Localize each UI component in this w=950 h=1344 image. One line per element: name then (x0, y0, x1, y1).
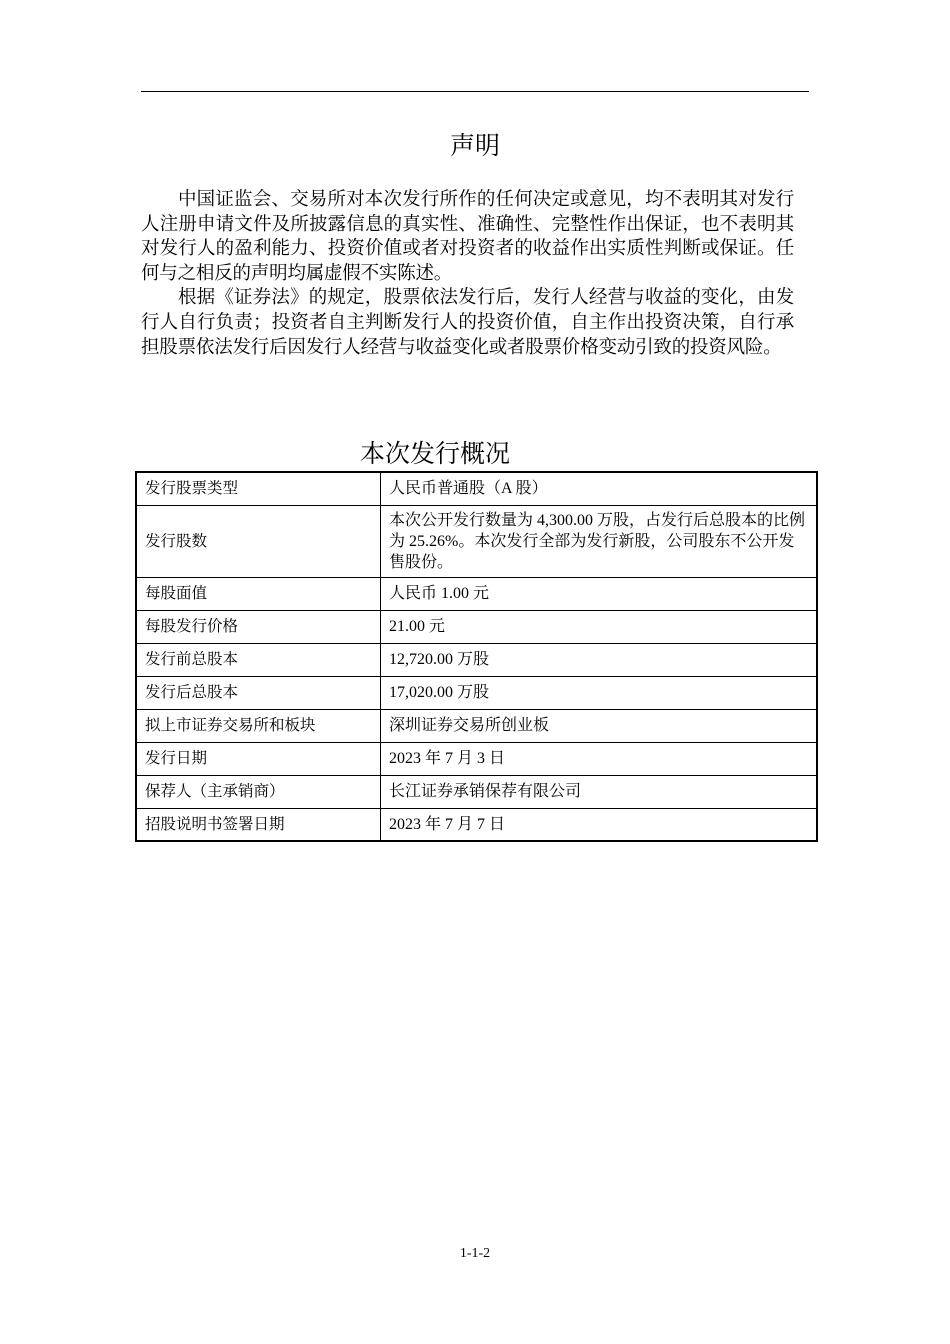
row-value: 深圳证券交易所创业板 (381, 709, 818, 742)
row-value: 12,720.00 万股 (381, 643, 818, 676)
row-label: 发行股数 (136, 505, 381, 577)
header-rule (141, 91, 809, 92)
row-label: 招股说明书签署日期 (136, 808, 381, 841)
declaration-paragraph-2: 根据《证券法》的规定，股票依法发行后，发行人经营与收益的变化，由发行人自行负责；投资者自主判断发行人的投资价值，自主作出投资决策，自行承担股票依法发行后因发行人经营与收益变化或者股票价格变动引致的投资风险。 (141, 287, 794, 358)
table-row (136, 808, 817, 841)
summary-title: 本次发行概况 (359, 439, 510, 468)
row-value: 17,020.00 万股 (381, 676, 818, 709)
table-row (136, 742, 817, 775)
row-value: 人民币 1.00 元 (381, 577, 818, 610)
row-value: 本次公开发行数量为 4,300.00 万股，占发行后总股本的比例为 25.26%。本次发行全部为发行新股，公司股东不公开发售股份。 (381, 505, 818, 577)
table-row (136, 676, 817, 709)
table-row (136, 775, 817, 808)
page-title: 声明 (449, 131, 500, 160)
page-number: 1-1-2 (459, 1246, 491, 1261)
row-label: 拟上市证券交易所和板块 (136, 709, 381, 742)
row-value: 2023 年 7 月 7 日 (381, 808, 818, 841)
row-label: 发行前总股本 (136, 643, 381, 676)
table-row (136, 643, 817, 676)
row-label: 发行后总股本 (136, 676, 381, 709)
row-label: 保荐人（主承销商） (136, 775, 381, 808)
table-row (136, 505, 817, 577)
declaration-paragraph-1: 中国证监会、交易所对本次发行所作的任何决定或意见，均不表明其对发行人注册申请文件及所披露信息的真实性、准确性、完整性作出保证，也不表明其对发行人的盈利能力、投资价值或者对投资者的收益作出实质性判断或保证。任何与之相反的声明均属虚假不实陈述。 (141, 189, 794, 284)
offering-summary-table (135, 471, 818, 842)
table-row (136, 610, 817, 643)
row-value: 人民币普通股（A 股） (381, 472, 818, 505)
table-row (136, 472, 817, 505)
table-row (136, 709, 817, 742)
row-value: 长江证券承销保荐有限公司 (381, 775, 818, 808)
row-label: 发行日期 (136, 742, 381, 775)
row-value: 2023 年 7 月 3 日 (381, 742, 818, 775)
row-value: 21.00 元 (381, 610, 818, 643)
declaration-text (141, 188, 794, 360)
row-label: 每股发行价格 (136, 610, 381, 643)
row-label: 每股面值 (136, 577, 381, 610)
row-label: 发行股票类型 (136, 472, 381, 505)
table-row (136, 577, 817, 610)
